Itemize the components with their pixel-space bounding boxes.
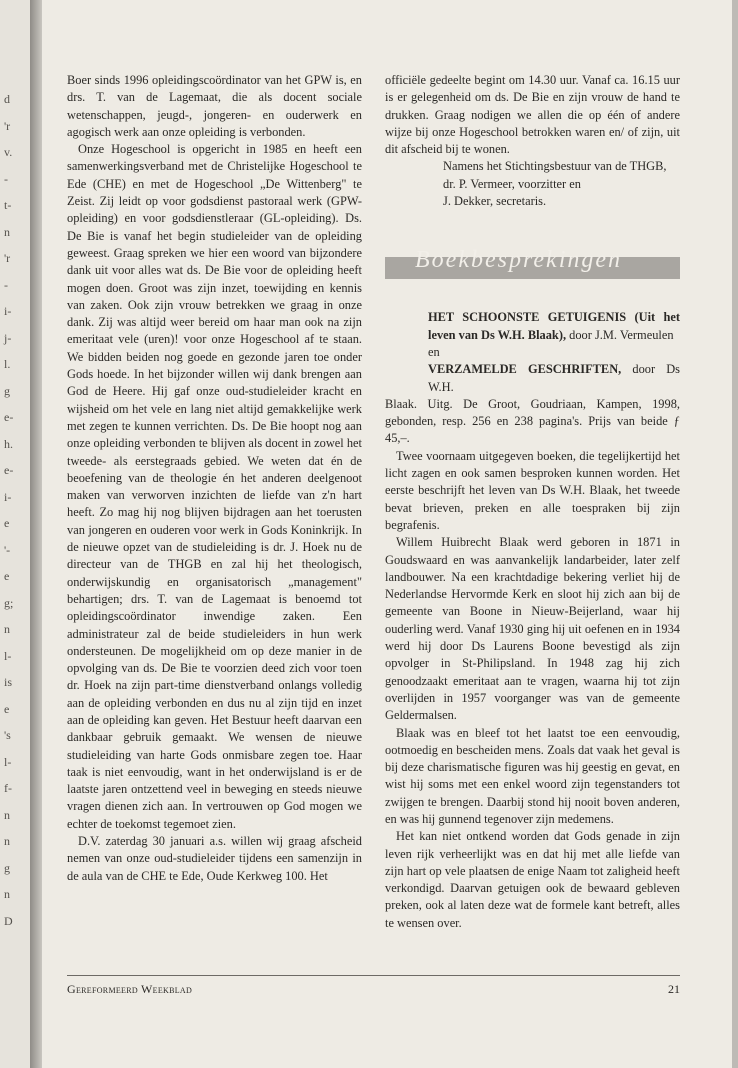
previous-page-fragment: i- <box>4 489 12 504</box>
right-intro-paragraph: officiële gedeelte begint om 14.30 uur. Vanaf ca. 16.15 uur is er gelegenheid om ds. De Bie en zijn vrouw de hand te drukken. Graag nodigen we allen die op één of andere wijze bij onze Hogeschool betrokken waren en/ of zijn, uit dit afscheid bij te wonen. <box>385 73 680 157</box>
previous-page-fragment: e <box>4 701 10 716</box>
previous-page-fragment: l- <box>4 648 12 663</box>
review-author-2: door Ds W.H. <box>428 362 681 394</box>
magazine-name: Gereformeerd Weekblad <box>67 982 193 996</box>
signature-line-2: dr. P. Vermeer, voorzitter en <box>443 176 581 191</box>
left-paragraph-2: Onze Hogeschool is opgericht in 1985 en heeft een samenwerkingsverband met de Christelijke Hogeschool te Ede (CHE) en met de Hogeschool „De Wittenberg" te Zeist. Zij leidt op voor godsdienst pastoraal werk (GPW-opleiding) en voor godsdienstleraar (GL-opleiding). Ds. De Bie is vanaf het begin studieleider van de opleiding geweest. Graag spreken we hier een woord van bijzondere dank uit voor alles wat ds. De Bie voor de opleiding heeft mogen doen. Groot was zijn inzet, toewijding en kennis van zaken. Ook zijn vrouw betrekken we graag in onze dank. Zij was altijd weer bereid om haar man ook na zijn emeritaat vele (uren)! voor onze Hogeschool af te staan. We bidden beiden nog goede en gezonde jaren toe onder Gods hoede. In het bijzonder willen wij dank brengen aan God de Heere. Hij gaf onze oud-studieleider kracht en wijsheid om het vele en lang niet altijd gemakkelijke werk met zegen te kunnen verrichten. Ds. De Bie hoopt nog aan onze opleiding verbonden te blijven als docent in zowel het tweede- als eerstegraads gebied. We weten dat én de beoefening van de theologie én het anderen deelgenoot maken van verworven inzichten de liefde van z'n hart heeft. Zo mag hij nog blijven bijdragen aan het toerusten van jongeren en ouderen voor werk in Gods Koninkrijk. In de nieuwe opzet van de studieleiding is dr. J. Hoek nu de directeur van de THGB en zal hij het theologisch, onderwijskundig en organisatorisch „management" behartigen; drs. T. van de Lagemaat is benoemd tot opleidingscoördinator inwendige zaken. Een administrateur zal de beide studieleiders in hun werk ondersteunen. De mogelijkheid om op deze manier in de opvolging van ds. De Bie te voorzien deed zich voor toen dr. Hoek na zijn part-time dienstverband onlangs volledig aan de opleiding verbonden en dus nu al zijn tijd en inzet aan de opleiding kan geven. Het Bestuur heeft daarvan een dankbaar gebruik gemaakt. We wensen de nieuwe studieleiding van harte Gods onmisbare zegen toe. Haar taak is niet eenvoudig, want in het onderwijsland is er de laatste jaren ontzettend veel in beweging en steeds nieuwe vragen dienen zich aan. In vertrouwen op God mogen we echter de toekomst tegemoet zien. <box>67 142 362 831</box>
page-number: 21 <box>668 982 680 996</box>
page-footer <box>67 975 680 997</box>
previous-page-fragment: g <box>4 860 10 875</box>
signature-line-3: J. Dekker, secretaris. <box>443 194 547 209</box>
previous-page-fragment: h. <box>4 436 13 451</box>
section-banner-title: Boekbesprekingen <box>415 247 623 274</box>
review-title-1: HET SCHOONSTE GETUIGENIS (Uit het leven van Ds W.H. Blaak), <box>428 310 680 342</box>
previous-page-fragment: i- <box>4 304 12 318</box>
previous-page-edge <box>0 0 30 1068</box>
previous-page-fragment: n <box>4 834 10 848</box>
previous-page-fragment: e <box>4 569 10 583</box>
previous-page-fragment: 'r <box>4 118 11 133</box>
review-title-2: VERZAMELDE GESCHRIFTEN, <box>428 362 622 377</box>
review-author-1: door J.M. Vermeulen <box>566 327 674 342</box>
previous-page-fragment: n <box>4 622 10 636</box>
previous-page-fragment: e- <box>4 410 14 424</box>
signature-block <box>443 158 680 210</box>
previous-page-fragment: '- <box>4 542 11 557</box>
previous-page-fragment: f- <box>4 781 12 795</box>
previous-page-fragment: d <box>4 92 10 106</box>
review-heading-1 <box>385 309 680 344</box>
right-column <box>385 72 680 932</box>
previous-page-fragment: l. <box>4 357 11 371</box>
magazine-page <box>42 0 732 1068</box>
previous-page-fragment: t- <box>4 198 12 212</box>
left-column <box>67 72 362 885</box>
review-paragraph-4: Het kan niet ontkend worden dat Gods genade in zijn leven rijk verheerlijkt was en dat hij met alle liefde van zijn hart op vele plaatsen de enige Naam tot zaligheid heeft verkondigd. Daarvan getuigen ook de bewaard gebleven preken, ook al laten deze wat de formele kant betreft, alles te wensen over. <box>385 829 680 930</box>
previous-page-fragment: g; <box>4 595 14 610</box>
previous-page-fragment: e <box>4 516 10 530</box>
previous-page-fragment: j- <box>4 330 12 345</box>
left-paragraph-3: D.V. zaterdag 30 januari a.s. willen wij graag afscheid nemen van onze oud-studieleider tijdens een samenzijn in de aula van de CHE te Ede, Oude Kerkweg 100. Het <box>67 834 362 883</box>
previous-page-fragment: n <box>4 224 10 239</box>
previous-page-fragment: n <box>4 887 10 901</box>
previous-page-fragment: - <box>4 171 8 186</box>
review-and: en <box>428 344 440 359</box>
previous-page-fragment: v. <box>4 145 13 159</box>
review-paragraph-3: Blaak was en bleef tot het laatst toe een eenvoudig, ootmoedig en bescheiden mens. Zoals dat vaak het geval is bij deze charismatische figuren was hij geestig en gevat, en wist hij soms met een enkel woord zijn tegenstanders tot zwijgen te brengen. Daarbij stond hij nooit boven anderen, en was hij gunnend tegenover zijn medemens. <box>385 725 680 826</box>
previous-page-fragment: 'r <box>4 251 11 265</box>
review-details: Blaak. Uitg. De Groot, Goudriaan, Kampen, 1998, gebonden, resp. 256 en 238 pagina's. Prijs van beide ƒ 45,–. <box>385 396 680 446</box>
review-paragraph-2: Willem Huibrecht Blaak werd geboren in 1871 in Goudswaard en was aanvankelijk landarbeider, later zelf landbouwer. Na een krachtdadige bekering verliet hij de Nederlandse Hervormde Kerk en sloot hij zich aan bij de gemeente van Boone in Nieuw-Beijerland, waar hij ouderling werd. Vanaf 1930 ging hij uit oefenen en in 1934 werd hij door Ds Laurens Boone bevestigd als zijn opvolger in St-Philipsland. In 1948 zag hij zich genoodzaakt emeritaat aan te vragen, waarna hij tot zijn overlijden in 1957 voorganger was van de gemeente Geldermalsen. <box>385 535 680 723</box>
previous-page-fragment: 's <box>4 728 11 742</box>
previous-page-fragment: e- <box>4 463 14 477</box>
previous-page-fragment: n <box>4 807 10 822</box>
section-banner <box>385 247 680 279</box>
previous-page-fragment: g <box>4 383 10 398</box>
previous-page-fragment: D <box>4 913 13 928</box>
review-heading-2 <box>385 361 680 396</box>
signature-line-1: Namens het Stichtingsbestuur van de THGB, <box>443 159 667 174</box>
book-gutter <box>30 0 42 1068</box>
previous-page-fragment: l- <box>4 754 12 769</box>
previous-page-fragment: is <box>4 675 13 689</box>
left-paragraph-1: Boer sinds 1996 opleidingscoördinator van het GPW is, en drs. T. van de Lagemaat, die als docent sociale wetenschappen, jeugd-, jongeren- en ouderwerk en agogisch werk aan onze opleiding is verbonden. <box>67 73 362 139</box>
previous-page-fragment: - <box>4 277 8 292</box>
review-paragraph-1: Twee voornaam uitgegeven boeken, die tegelijkertijd het licht zagen en ook samen besproken kunnen worden. Het eerste beschrijft het leven van Ds W.H. Blaak, het tweede bevat brieven, preken en alle toespraken bij zijn begrafenis. <box>385 448 680 532</box>
